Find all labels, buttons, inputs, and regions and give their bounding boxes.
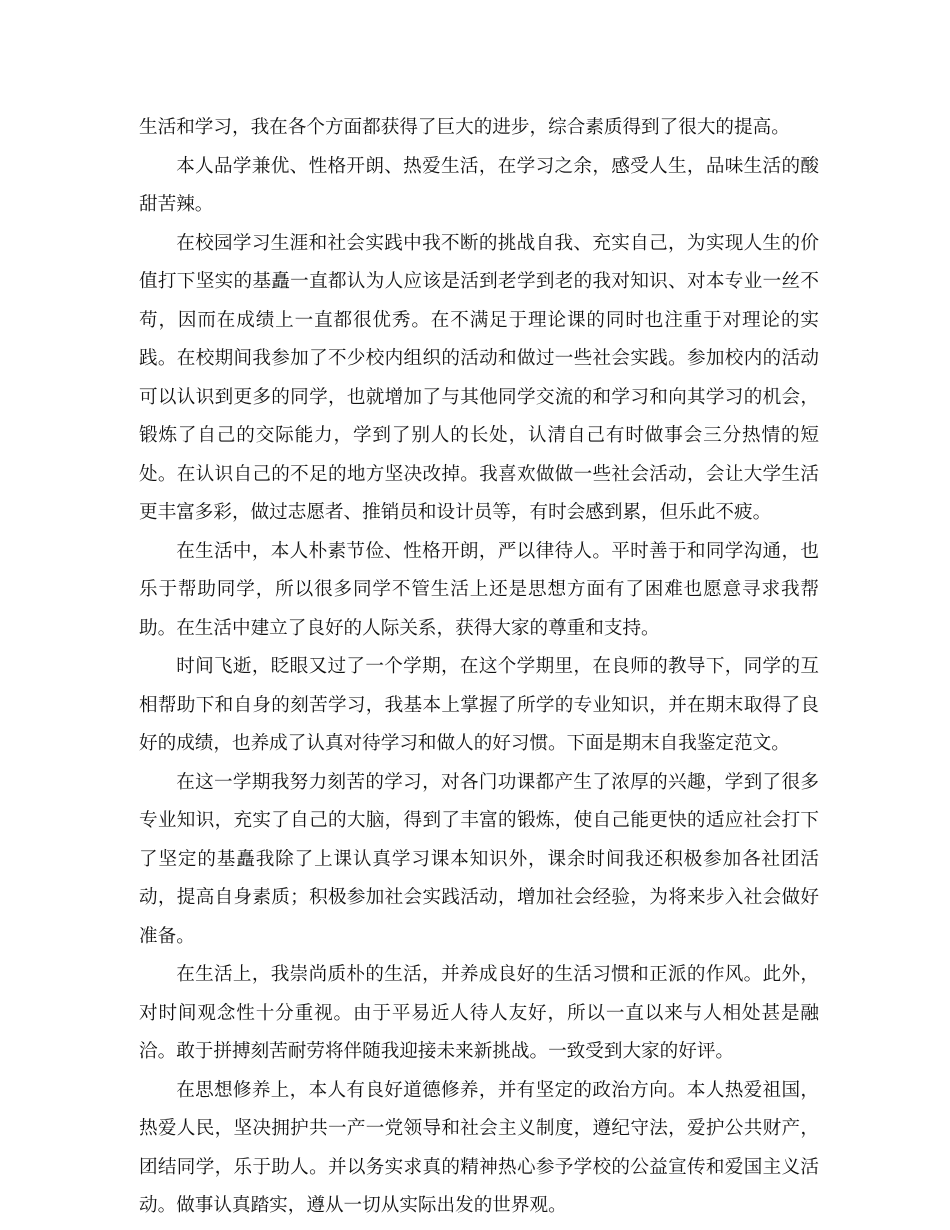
paragraph-8: 在思想修养上，本人有良好道德修养，并有坚定的政治方向。本人热爱祖国，热爱人民，坚决拥护共一产一党领导和社会主义制度，遵纪守法，爱护公共财产，团结同学，乐于助人。并以务实求真的精神热心参予学校的公益宣传和爱国主义活动。做事认真踏实，遵从一切从实际出发的世界观。 [139,1079,819,1216]
paragraph-6: 在这一学期我努力刻苦的学习，对各门功课都产生了浓厚的兴趣，学到了很多专业知识，充实了自己的大脑，得到了丰富的锻炼，使自己能更快的适应社会打下了坚定的基矗我除了上课认真学习课本知识外，课余时间我还积极参加各社团活动，提高自身素质；积极参加社会实践活动，增加社会经验，为将来步入社会做好准备。 [139,771,819,947]
paragraph-2: 本人品学兼优、性格开朗、热爱生活，在学习之余，感受人生，品味生活的酸甜苦辣。 [139,155,819,215]
paragraph-4: 在生活中，本人朴素节俭、性格开朗，严以律待人。平时善于和同学沟通，也乐于帮助同学，所以很多同学不管生活上还是思想方面有了困难也愿意寻求我帮助。在生活中建立了良好的人际关系，获得大家的尊重和支持。 [139,540,819,639]
paragraph-7: 在生活上，我崇尚质朴的生活，并养成良好的生活习惯和正派的作风。此外，对时间观念性十分重视。由于平易近人待人友好，所以一直以来与人相处甚是融洽。敢于拼搏刻苦耐劳将伴随我迎接未来新挑战。一致受到大家的好评。 [139,964,819,1062]
paragraph-5: 时间飞逝，眨眼又过了一个学期，在这个学期里，在良师的教导下，同学的互相帮助下和自身的刻苦学习，我基本上掌握了所学的专业知识，并在期末取得了良好的成绩，也养成了认真对待学习和做人的好习惯。下面是期末自我鉴定范文。 [139,656,819,754]
paragraph-3: 在校园学习生涯和社会实践中我不断的挑战自我、充实自己，为实现人生的价值打下坚实的基矗一直都认为人应该是活到老学到老的我对知识、对本专业一丝不苟，因而在成绩上一直都很优秀。在不满足于理论课的同时也注重于对理论的实践。在校期间我参加了不少校内组织的活动和做过一些社会实践。参加校内的活动可以认识到更多的同学，也就增加了与其他同学交流的和学习和向其学习的机会，锻炼了自己的交际能力，学到了别人的长处，认清自己有时做事会三分热情的短处。在认识自己的不足的地方坚决改掉。我喜欢做做一些社会活动，会让大学生活更丰富多彩，做过志愿者、推销员和设计员等，有时会感到累，但乐此不疲。 [139,232,819,523]
document-body [139,109,819,1226]
paragraph-1: 生活和学习，我在各个方面都获得了巨大的进步，综合素质得到了很大的提高。 [139,117,790,138]
